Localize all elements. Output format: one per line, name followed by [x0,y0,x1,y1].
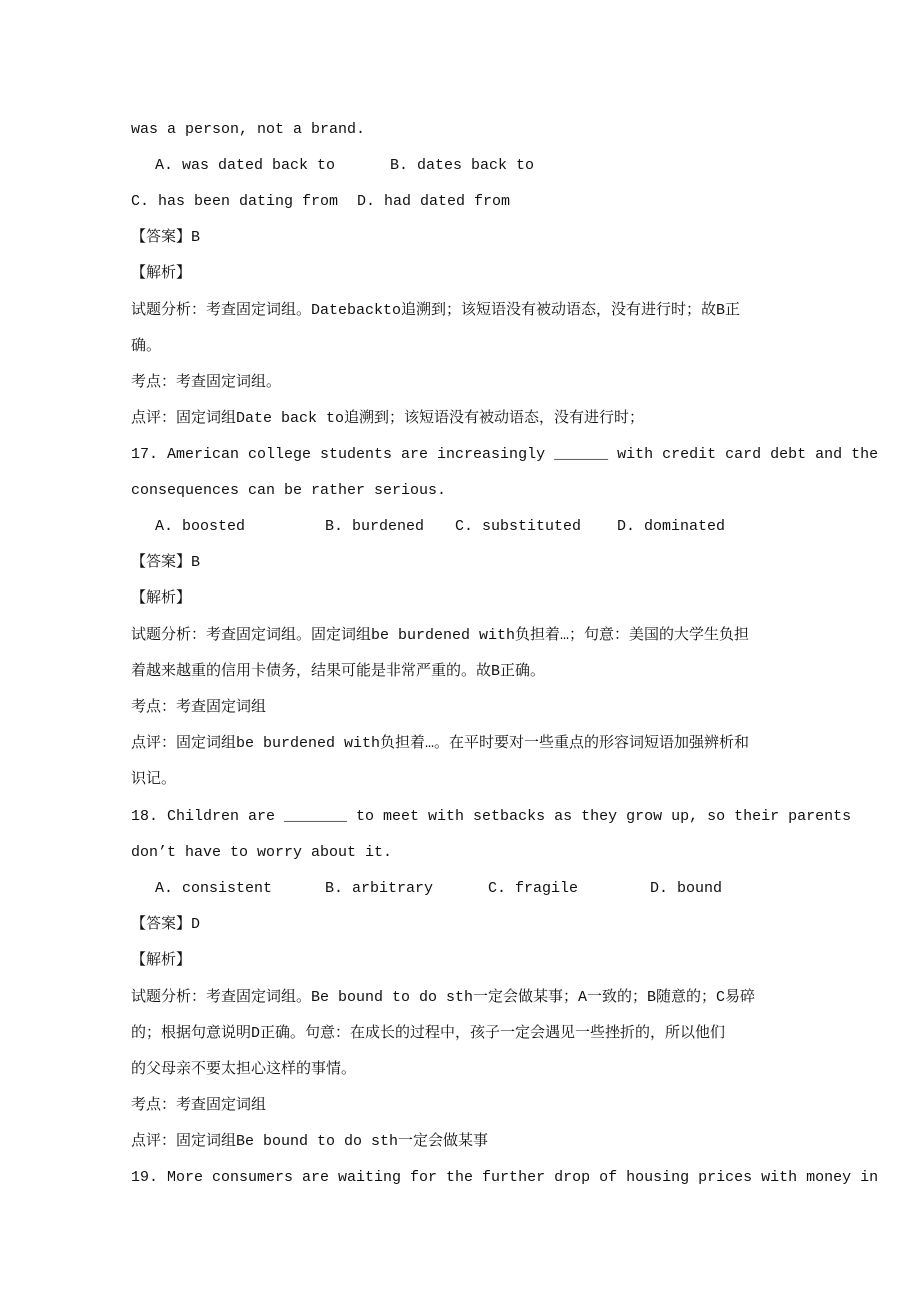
analysis-text: 着越来越重的信用卡债务，结果可能是非常严重的。故B正确。 [131,663,546,680]
analysis-label: 【解析】 [131,952,192,969]
analysis-text: 的；根据句意说明D正确。句意：在成长的过程中，孩子一定会遇见一些挫折的，所以他们 [131,1025,726,1042]
dianping-text: 点评：固定词组Date back to追溯到；该短语没有被动语态，没有进行时； [131,410,645,427]
option-item: D. dominated [617,518,726,535]
analysis-text: 试题分析：考查固定词组。固定词组be burdened with负担着…；句意：美国的大学生负担 [131,627,750,644]
dianping-text: 识记。 [131,771,177,788]
kaodian-text: 考点：考查固定词组 [131,1097,267,1114]
option-item: D. had dated from [357,193,511,210]
answer-line: 【答案】D [131,916,201,933]
option-item: A. was dated back to [155,157,336,174]
dianping-text: 点评：固定词组be burdened with负担着…。在平时要对一些重点的形容词短语加强辨析和 [131,735,750,752]
option-item: B. burdened [325,518,425,535]
question-stem: consequences can be rather serious. [131,482,447,499]
option-item: C. fragile [488,880,579,897]
option-item: C. substituted [455,518,582,535]
analysis-text: 试题分析：考查固定词组。Be bound to do sth一定会做某事；A一致的；B随意的；C易碎 [131,989,756,1006]
option-item: B. arbitrary [325,880,434,897]
option-item: C. has been dating from [131,193,339,210]
answer-line: 【答案】B [131,229,201,246]
question-stem: 19. More consumers are waiting for the further drop of housing prices with money in [131,1169,879,1186]
option-item: A. consistent [155,880,273,897]
analysis-label: 【解析】 [131,265,192,282]
kaodian-text: 考点：考查固定词组 [131,699,267,716]
kaodian-text: 考点：考查固定词组。 [131,374,282,391]
dianping-text: 点评：固定词组Be bound to do sth一定会做某事 [131,1133,489,1150]
answer-line: 【答案】B [131,554,201,571]
option-item: B. dates back to [390,157,535,174]
question-stem: 18. Children are _______ to meet with setbacks as they grow up, so their parents [131,808,852,825]
option-item: A. boosted [155,518,246,535]
question-stem: 17. American college students are increasingly ______ with credit card debt and the [131,446,879,463]
analysis-text: 确。 [131,338,162,355]
analysis-text: 的父母亲不要太担心这样的事情。 [131,1061,357,1078]
question-stem: was a person, not a brand. [131,121,366,138]
analysis-text: 试题分析：考查固定词组。Datebackto追溯到；该短语没有被动语态，没有进行时；故B正 [131,302,741,319]
question-stem: don’t have to worry about it. [131,844,393,861]
analysis-label: 【解析】 [131,590,192,607]
option-item: D. bound [650,880,723,897]
